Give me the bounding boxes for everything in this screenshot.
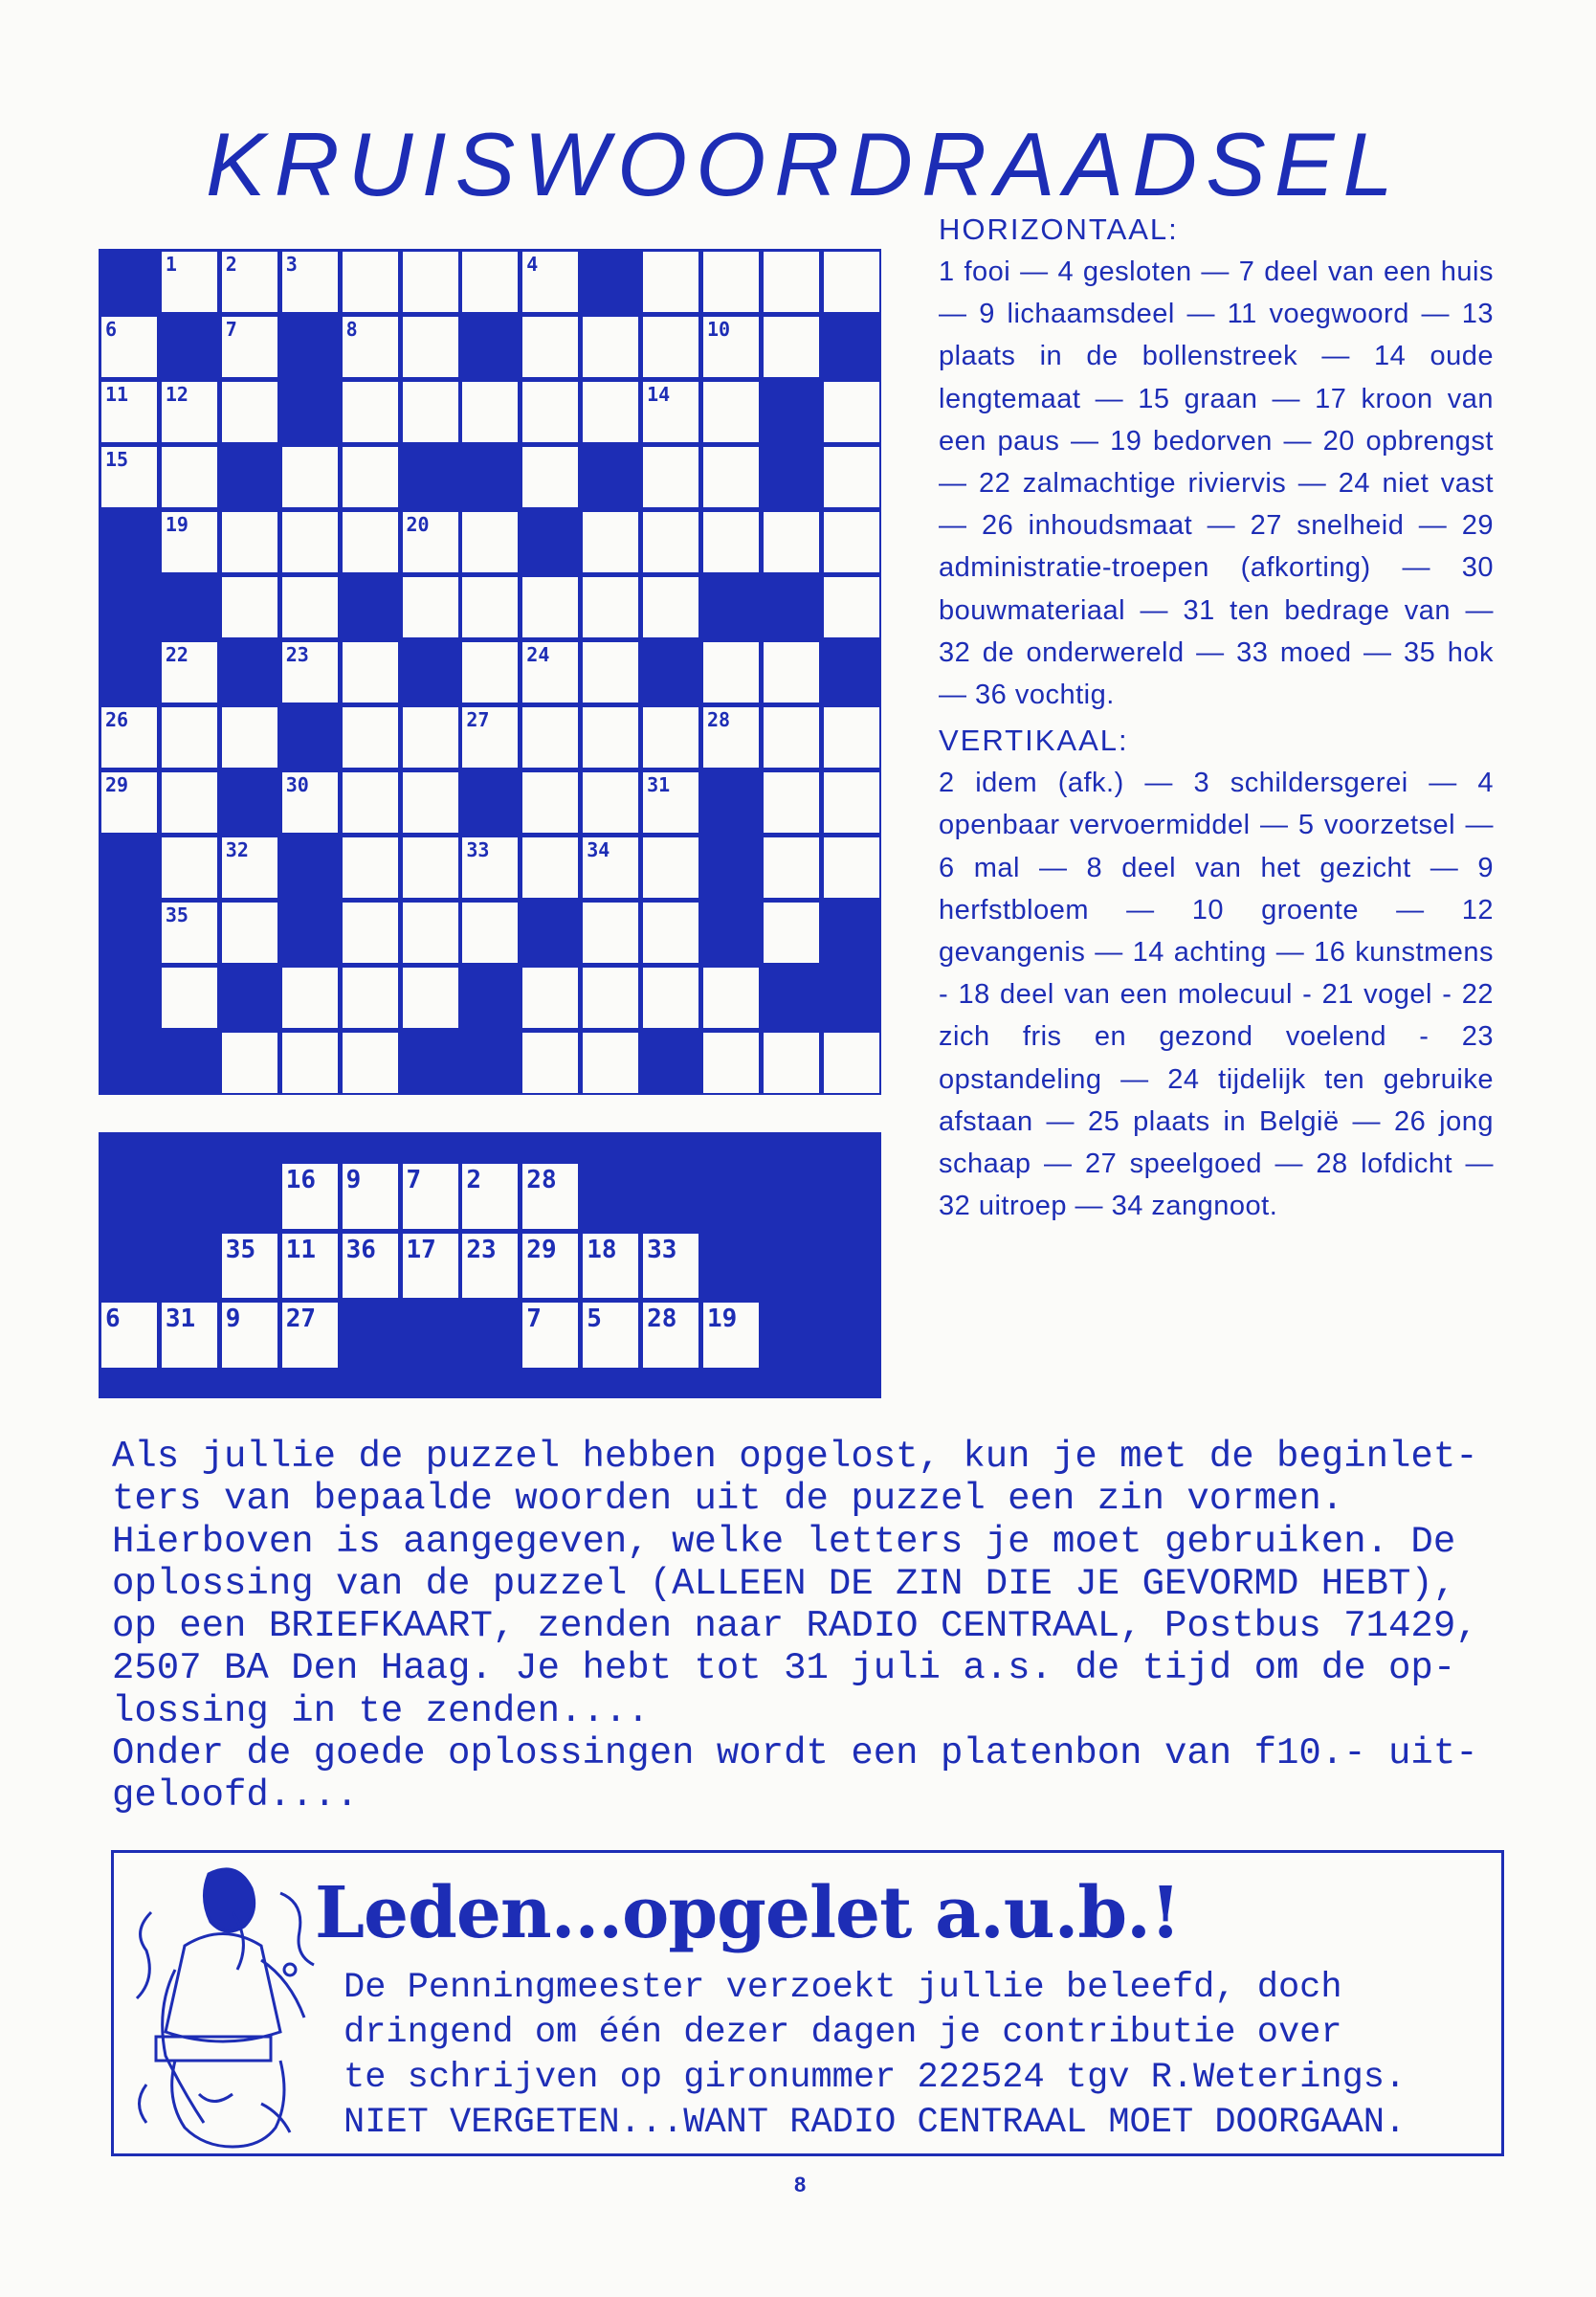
crossword-cell bbox=[162, 512, 217, 572]
crossword-cell bbox=[643, 837, 698, 898]
cell-number: 3 bbox=[285, 253, 298, 276]
answer-cell bbox=[643, 1303, 698, 1368]
crossword-cell bbox=[824, 512, 879, 572]
crossword-cell bbox=[522, 837, 578, 898]
answer-cell bbox=[222, 1234, 277, 1299]
page-number: 8 bbox=[794, 2173, 807, 2197]
vertical-clues: 2 idem (afk.) — 3 schildersgerei — 4 openbaar vervoermiddel — 5 voorzetsel — 6 mal — 8 deel van het gezicht — 9 herfstbloem — 10 groente — 12 gevangenis — 14 achting — 16 kunstmens - 18 deel van een molecuul - 21 vogel - 22 zich fris en gezond voelend - 23 opstandeling — 24 tijdelijk ten gebruike afstaan — 25 plaats in België — 26 jong schaap — 27 speelgoed — 28 lofdicht — 32 uitroep — 34 zangnoot. bbox=[939, 768, 1494, 1222]
instruction-line: 2507 BA Den Haag. Je hebt tot 31 juli a.s. de tijd om de op- bbox=[112, 1647, 1456, 1690]
crossword-cell bbox=[222, 837, 277, 898]
crossword-cell bbox=[764, 1033, 819, 1093]
answer-cell bbox=[462, 1164, 518, 1229]
crossword-cell bbox=[101, 317, 157, 377]
instruction-line: oplossing van de puzzel (ALLEEN DE ZIN DIE JE GEVORMD HEBT), bbox=[112, 1562, 1456, 1605]
crossword-cell bbox=[162, 447, 217, 507]
answer-cell-number: 29 bbox=[526, 1235, 557, 1264]
crossword-cell bbox=[343, 447, 398, 507]
cell-number: 11 bbox=[105, 383, 129, 406]
crossword-cell bbox=[462, 577, 518, 637]
crossword-cell bbox=[343, 837, 398, 898]
answer-cell bbox=[282, 1234, 338, 1299]
crossword-cell bbox=[343, 642, 398, 702]
crossword-cell bbox=[222, 903, 277, 963]
cell-number: 31 bbox=[647, 773, 671, 796]
crossword-cell bbox=[101, 707, 157, 768]
crossword-cell bbox=[343, 252, 398, 312]
cell-number: 7 bbox=[225, 318, 237, 341]
writing-lady-illustration bbox=[118, 1855, 323, 2153]
crossword-cell bbox=[764, 707, 819, 768]
crossword-cell bbox=[462, 252, 518, 312]
crossword-cell bbox=[824, 252, 879, 312]
clues-panel bbox=[939, 209, 1494, 1227]
crossword-cell bbox=[643, 382, 698, 442]
crossword-cell bbox=[162, 903, 217, 963]
cell-number: 15 bbox=[105, 448, 129, 471]
crossword-cell bbox=[703, 707, 759, 768]
crossword-cell bbox=[282, 1033, 338, 1093]
notice-line: dringend om één dezer dagen je contributie over bbox=[344, 2013, 1342, 2053]
crossword-cell bbox=[343, 1033, 398, 1093]
crossword-cell bbox=[343, 772, 398, 833]
answer-cell bbox=[343, 1164, 398, 1229]
answer-cell bbox=[282, 1164, 338, 1229]
crossword-cell bbox=[343, 512, 398, 572]
page-title: KRUISWOORDRAADSEL bbox=[206, 114, 1402, 214]
answer-cell-number: 36 bbox=[345, 1235, 376, 1264]
crossword-cell bbox=[824, 577, 879, 637]
crossword-cell bbox=[222, 1033, 277, 1093]
cell-number: 24 bbox=[526, 643, 550, 666]
cell-number: 6 bbox=[105, 318, 118, 341]
notice-line: De Penningmeester verzoekt jullie beleefd, doch bbox=[344, 1968, 1342, 2008]
crossword-cell bbox=[583, 512, 638, 572]
crossword-cell bbox=[824, 837, 879, 898]
crossword-cell bbox=[403, 512, 458, 572]
notice-line: te schrijven op gironummer 222524 tgv R.Weterings. bbox=[344, 2058, 1407, 2098]
cell-number: 10 bbox=[707, 318, 731, 341]
answer-cell bbox=[222, 1303, 277, 1368]
answer-cell bbox=[403, 1234, 458, 1299]
crossword-cell bbox=[703, 1033, 759, 1093]
crossword-cell bbox=[222, 577, 277, 637]
vertical-heading: VERTIKAAL: bbox=[939, 724, 1129, 758]
crossword-cell bbox=[522, 642, 578, 702]
answer-cell-number: 31 bbox=[165, 1305, 196, 1334]
crossword-cell bbox=[522, 447, 578, 507]
answer-cell-number: 35 bbox=[225, 1235, 256, 1264]
answer-cell-number: 19 bbox=[707, 1305, 738, 1334]
crossword-cell bbox=[764, 837, 819, 898]
crossword-cell bbox=[824, 447, 879, 507]
crossword-cell bbox=[462, 707, 518, 768]
cell-number: 28 bbox=[707, 708, 731, 731]
crossword-cell bbox=[222, 252, 277, 312]
crossword-cell bbox=[522, 1033, 578, 1093]
crossword-cell bbox=[583, 1033, 638, 1093]
crossword-cell bbox=[764, 642, 819, 702]
crossword-cell bbox=[643, 903, 698, 963]
crossword-cell bbox=[643, 252, 698, 312]
crossword-cell bbox=[162, 968, 217, 1028]
crossword-cell bbox=[282, 968, 338, 1028]
answer-cell-number: 7 bbox=[406, 1166, 422, 1194]
answer-cell-number: 9 bbox=[345, 1166, 362, 1194]
crossword-cell bbox=[764, 252, 819, 312]
crossword-cell bbox=[703, 382, 759, 442]
crossword-cell bbox=[343, 707, 398, 768]
crossword-cell bbox=[764, 903, 819, 963]
crossword-cell bbox=[522, 382, 578, 442]
crossword-cell bbox=[403, 968, 458, 1028]
crossword-cell bbox=[162, 707, 217, 768]
instruction-line: lossing in te zenden.... bbox=[112, 1689, 650, 1732]
crossword-cell bbox=[162, 382, 217, 442]
instruction-line: Onder de goede oplossingen wordt een platenbon van f10.- uit- bbox=[112, 1732, 1478, 1775]
crossword-cell bbox=[343, 317, 398, 377]
notice-body bbox=[344, 1966, 1501, 2146]
answer-cell bbox=[522, 1303, 578, 1368]
crossword-cell bbox=[583, 772, 638, 833]
crossword-cell bbox=[643, 317, 698, 377]
crossword-cell bbox=[162, 772, 217, 833]
crossword-cell bbox=[643, 512, 698, 572]
crossword-cell bbox=[824, 772, 879, 833]
crossword-cell bbox=[403, 772, 458, 833]
answer-strip bbox=[99, 1132, 881, 1398]
crossword-cell bbox=[282, 447, 338, 507]
answer-cell-number: 7 bbox=[526, 1305, 542, 1334]
crossword-cell bbox=[462, 512, 518, 572]
members-notice bbox=[111, 1850, 1504, 2156]
answer-cell-number: 16 bbox=[285, 1166, 316, 1194]
answer-cell-number: 27 bbox=[285, 1305, 316, 1334]
cell-number: 22 bbox=[165, 643, 188, 666]
crossword-cell bbox=[583, 382, 638, 442]
answer-cell bbox=[403, 1164, 458, 1229]
crossword-cell bbox=[522, 707, 578, 768]
cell-number: 23 bbox=[285, 643, 309, 666]
crossword-cell bbox=[162, 837, 217, 898]
answer-cell bbox=[343, 1234, 398, 1299]
answer-cell-number: 18 bbox=[587, 1235, 617, 1264]
crossword-cell bbox=[462, 837, 518, 898]
crossword-cell bbox=[764, 772, 819, 833]
cell-number: 27 bbox=[466, 708, 490, 731]
cell-number: 29 bbox=[105, 773, 129, 796]
answer-cell-number: 11 bbox=[285, 1235, 316, 1264]
answer-cell-number: 5 bbox=[587, 1305, 602, 1334]
crossword-cell bbox=[583, 317, 638, 377]
crossword-cell bbox=[643, 447, 698, 507]
crossword-cell bbox=[583, 968, 638, 1028]
crossword-cell bbox=[703, 642, 759, 702]
answer-cell bbox=[282, 1303, 338, 1368]
crossword-cell bbox=[703, 317, 759, 377]
cell-number: 32 bbox=[225, 838, 249, 861]
crossword-cell bbox=[522, 772, 578, 833]
answer-cell-number: 28 bbox=[526, 1166, 557, 1194]
cell-number: 4 bbox=[526, 253, 539, 276]
crossword-cell bbox=[222, 317, 277, 377]
cell-number: 8 bbox=[345, 318, 358, 341]
cell-number: 19 bbox=[165, 513, 188, 536]
crossword-cell bbox=[282, 772, 338, 833]
crossword-cell bbox=[522, 317, 578, 377]
crossword-cell bbox=[162, 252, 217, 312]
crossword-cell bbox=[403, 707, 458, 768]
answer-cell bbox=[583, 1303, 638, 1368]
crossword-cell bbox=[583, 837, 638, 898]
crossword-cell bbox=[222, 382, 277, 442]
crossword-cell bbox=[522, 968, 578, 1028]
crossword-cell bbox=[703, 447, 759, 507]
instruction-line: Hierboven is aangegeven, welke letters je moet gebruiken. De bbox=[112, 1520, 1456, 1563]
crossword-cell bbox=[522, 252, 578, 312]
crossword-cell bbox=[343, 382, 398, 442]
crossword-cell bbox=[462, 642, 518, 702]
answer-cell bbox=[522, 1164, 578, 1229]
instruction-line: Als jullie de puzzel hebben opgelost, kun je met de beginlet- bbox=[112, 1436, 1478, 1478]
crossword-cell bbox=[282, 577, 338, 637]
crossword-grid bbox=[99, 249, 881, 1095]
crossword-cell bbox=[403, 317, 458, 377]
answer-cell-number: 28 bbox=[647, 1305, 677, 1334]
crossword-cell bbox=[282, 642, 338, 702]
cell-number: 20 bbox=[406, 513, 430, 536]
crossword-cell bbox=[462, 382, 518, 442]
notice-heading: Leden...opgelet a.u.b.! bbox=[315, 1872, 1181, 1954]
crossword-cell bbox=[824, 382, 879, 442]
crossword-cell bbox=[222, 512, 277, 572]
crossword-cell bbox=[282, 252, 338, 312]
instruction-line: op een BRIEFKAART, zenden naar RADIO CENTRAAL, Postbus 71429, bbox=[112, 1605, 1478, 1648]
crossword-cell bbox=[343, 903, 398, 963]
notice-line: NIET VERGETEN...WANT RADIO CENTRAAL MOET DOORGAAN. bbox=[344, 2103, 1407, 2143]
answer-cell bbox=[101, 1303, 157, 1368]
instruction-line: geloofd.... bbox=[112, 1774, 359, 1818]
answer-cell-number: 9 bbox=[225, 1305, 241, 1334]
cell-number: 12 bbox=[165, 383, 188, 406]
cell-number: 34 bbox=[587, 838, 610, 861]
answer-cell bbox=[162, 1303, 217, 1368]
answer-cell-number: 33 bbox=[647, 1235, 677, 1264]
crossword-cell bbox=[462, 903, 518, 963]
cell-number: 30 bbox=[285, 773, 309, 796]
crossword-cell bbox=[101, 382, 157, 442]
crossword-cell bbox=[764, 512, 819, 572]
crossword-cell bbox=[643, 968, 698, 1028]
crossword-cell bbox=[403, 577, 458, 637]
crossword-cell bbox=[703, 252, 759, 312]
crossword-cell bbox=[583, 707, 638, 768]
crossword-cell bbox=[282, 512, 338, 572]
crossword-cell bbox=[101, 772, 157, 833]
crossword-cell bbox=[824, 707, 879, 768]
answer-cell bbox=[462, 1234, 518, 1299]
crossword-cell bbox=[162, 642, 217, 702]
answer-cell-number: 2 bbox=[466, 1166, 482, 1194]
crossword-cell bbox=[764, 317, 819, 377]
crossword-cell bbox=[643, 707, 698, 768]
instruction-line: ters van bepaalde woorden uit de puzzel een zin vormen. bbox=[112, 1478, 1344, 1521]
cell-number: 33 bbox=[466, 838, 490, 861]
crossword-cell bbox=[703, 968, 759, 1028]
cell-number: 35 bbox=[165, 903, 188, 926]
horizontal-heading: HORIZONTAAL: bbox=[939, 212, 1179, 246]
answer-cell bbox=[703, 1303, 759, 1368]
crossword-cell bbox=[343, 968, 398, 1028]
crossword-cell bbox=[403, 382, 458, 442]
crossword-cell bbox=[222, 707, 277, 768]
cell-number: 2 bbox=[225, 253, 237, 276]
crossword-cell bbox=[403, 903, 458, 963]
answer-cell bbox=[583, 1234, 638, 1299]
crossword-cell bbox=[583, 642, 638, 702]
horizontal-clues: 1 fooi — 4 gesloten — 7 deel van een huis — 9 lichaamsdeel — 11 voegwoord — 13 plaats in de bollenstreek — 14 oude lengtemaat — 15 graan — 17 kroon van een paus — 19 bedorven — 20 opbrengst — 22 zalmachtige riviervis — 24 niet vast — 26 inhoudsmaat — 27 snelheid — 29 administratie-troepen (afkorting) — 30 bouwmateriaal — 31 ten bedrage van — 32 de onderwereld — 33 moed — 35 hok — 36 vochtig. bbox=[939, 256, 1494, 711]
cell-number: 26 bbox=[105, 708, 129, 731]
crossword-cell bbox=[403, 252, 458, 312]
instructions bbox=[112, 1436, 1509, 1818]
cell-number: 14 bbox=[647, 383, 671, 406]
crossword-cell bbox=[643, 772, 698, 833]
crossword-cell bbox=[522, 577, 578, 637]
crossword-cell bbox=[403, 837, 458, 898]
answer-cell bbox=[522, 1234, 578, 1299]
crossword-cell bbox=[583, 903, 638, 963]
answer-cell-number: 17 bbox=[406, 1235, 436, 1264]
crossword-cell bbox=[101, 447, 157, 507]
answer-cell-number: 23 bbox=[466, 1235, 497, 1264]
answer-cell bbox=[643, 1234, 698, 1299]
crossword-cell bbox=[583, 577, 638, 637]
answer-cell-number: 6 bbox=[105, 1305, 121, 1334]
crossword-cell bbox=[824, 1033, 879, 1093]
crossword-cell bbox=[643, 577, 698, 637]
cell-number: 1 bbox=[165, 253, 177, 276]
crossword-cell bbox=[703, 512, 759, 572]
